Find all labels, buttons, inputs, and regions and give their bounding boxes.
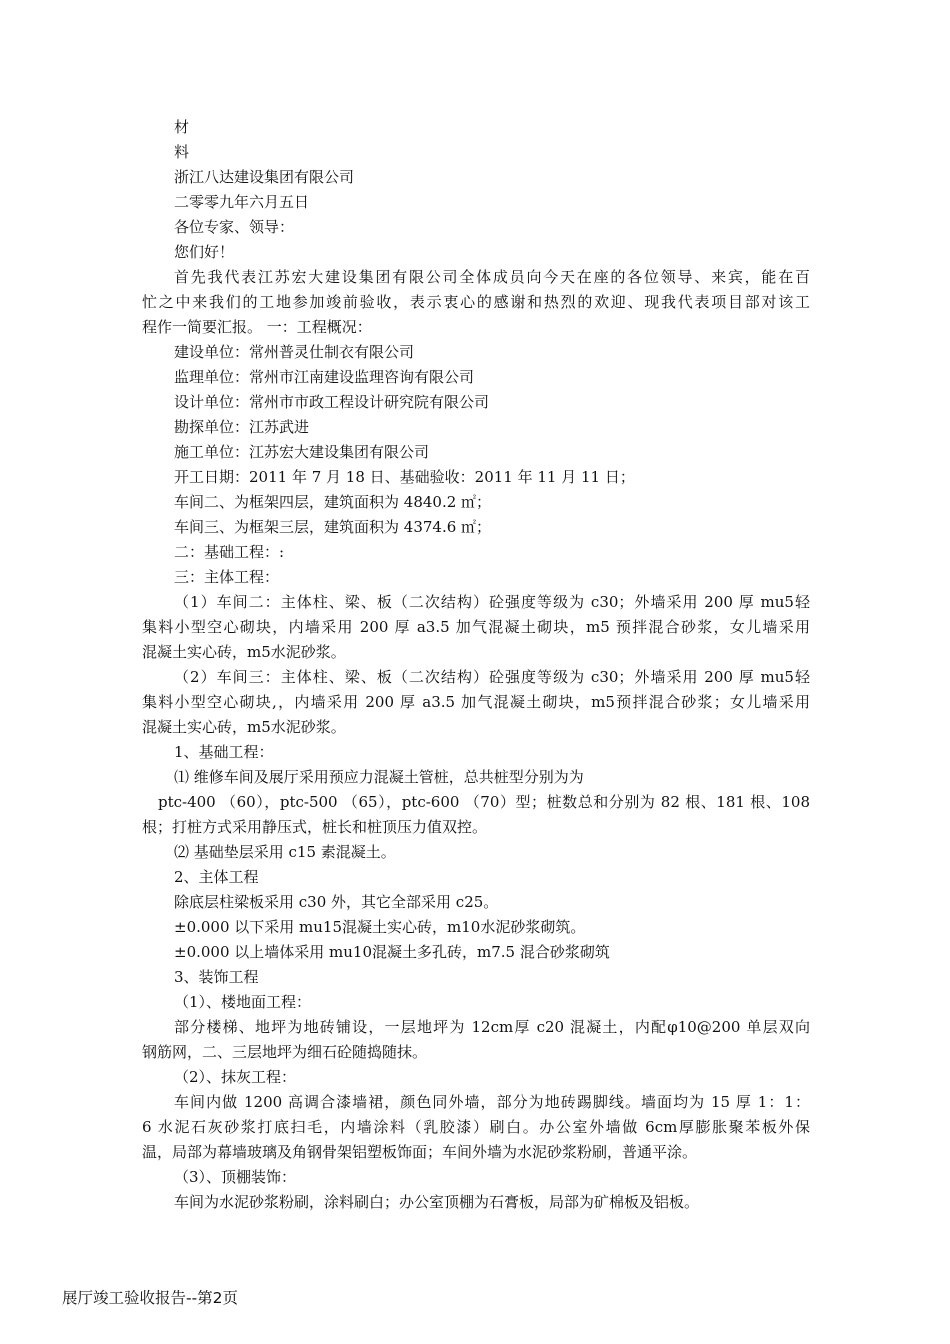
doc-line: ±0.000 以上墙体采用 mu10混凝土多孔砖，m7.5 混合砂浆砌筑 xyxy=(174,943,610,961)
doc-line: ±0.000 以下采用 mu15混凝土实心砖，m10水泥砂浆砌筑。 xyxy=(174,918,586,936)
doc-line: 2、主体工程 xyxy=(174,868,259,886)
doc-line: （2）车间三：主体柱、梁、板（二次结构）砼强度等级为 c30；外墙采用 200 厚 mu5轻 xyxy=(174,668,810,686)
page-footer: 展厅竣工验收报告--第2页 xyxy=(62,1289,239,1307)
doc-line: ⑴ 维修车间及展厅采用预应力混凝土管桩，总共桩型分别为为 xyxy=(174,768,584,786)
doc-line: ptc-400 （60），ptc-500 （65），ptc-600 （70）型；桩数总和分别为 82 根、181 根、108 xyxy=(158,793,810,811)
doc-line: 施工单位：江苏宏大建设集团有限公司 xyxy=(174,443,430,461)
doc-line: 车间二、为框架四层，建筑面积为 4840.2 ㎡； xyxy=(174,493,492,511)
doc-line: 钢筋网，二、三层地坪为细石砼随捣随抹。 xyxy=(142,1043,428,1061)
doc-line: （2）、抹灰工程： xyxy=(174,1068,297,1086)
doc-line: 1、基础工程： xyxy=(174,743,274,761)
doc-line: 除底层柱梁板采用 c30 外，其它全部采用 c25。 xyxy=(174,893,499,911)
doc-line: 二零零九年六月五日 xyxy=(174,193,310,211)
doc-line: 6 水泥石灰砂浆打底扫毛，内墙涂料（乳胶漆）刷白。办公室外墙做 6cm厚膨胀聚苯板外保 xyxy=(142,1118,810,1136)
doc-line: 您们好！ xyxy=(174,243,235,261)
doc-line: 二：基础工程：: xyxy=(174,543,285,561)
doc-line: 设计单位：常州市市政工程设计研究院有限公司 xyxy=(174,393,490,411)
doc-line: 车间三、为框架三层，建筑面积为 4374.6 ㎡； xyxy=(174,518,492,536)
doc-line: 车间为水泥砂浆粉刷，涂料刷白；办公室顶棚为石膏板，局部为矿棉板及铝板。 xyxy=(174,1193,700,1211)
doc-line: 程作一简要汇报。 一：工程概况： xyxy=(142,318,372,336)
doc-line: 3、装饰工程 xyxy=(174,968,259,986)
doc-line: ⑵ 基础垫层采用 c15 素混凝土。 xyxy=(174,843,396,861)
doc-line: 部分楼梯、地坪为地砖铺设，一层地坪为 12cm厚 c20 混凝土，内配φ10@200 单层双向 xyxy=(174,1018,810,1036)
doc-line: 各位专家、领导： xyxy=(174,218,295,236)
doc-line: 集料小型空心砌块,，内墙采用 200 厚 a3.5 加气混凝土砌块，m5预拌混合砂浆；女儿墙采用 xyxy=(142,693,810,711)
doc-line: 混凝土实心砖，m5水泥砂浆。 xyxy=(142,643,346,661)
doc-line: （1）、楼地面工程： xyxy=(174,993,312,1011)
doc-line: 浙江八达建设集团有限公司 xyxy=(174,168,355,186)
doc-line: 材 xyxy=(174,118,190,136)
doc-line: 三：主体工程： xyxy=(174,568,280,586)
doc-line: 监理单位：常州市江南建设监理咨询有限公司 xyxy=(174,368,475,386)
doc-line: 勘探单位：江苏武进 xyxy=(174,418,310,436)
doc-line: 根；打桩方式采用静压式，桩长和桩顶压力值双控。 xyxy=(142,818,488,836)
doc-line: 开工日期：2011 年 7 月 18 日、基础验收：2011 年 11 月 11 日； xyxy=(174,468,635,486)
doc-line: （3）、顶棚装饰： xyxy=(174,1168,297,1186)
doc-line: 首先我代表江苏宏大建设集团有限公司全体成员向今天在座的各位领导、来宾，能在百 xyxy=(174,268,810,286)
doc-line: 料 xyxy=(174,143,190,161)
doc-line: 混凝土实心砖，m5水泥砂浆。 xyxy=(142,718,346,736)
doc-line: （1）车间二：主体柱、梁、板（二次结构）砼强度等级为 c30；外墙采用 200 厚 mu5轻 xyxy=(174,593,810,611)
doc-line: 忙之中来我们的工地参加竣前验收，表示衷心的感谢和热烈的欢迎、现我代表项目部对该工 xyxy=(142,293,810,311)
doc-line: 车间内做 1200 高调合漆墙裙，颜色同外墙，部分为地砖踢脚线。墙面均为 15 厚 1：1： xyxy=(174,1093,810,1111)
doc-line: 集料小型空心砌块，内墙采用 200 厚 a3.5 加气混凝土砌块，m5 预拌混合砂浆，女儿墙采用 xyxy=(142,618,810,636)
doc-line: 温，局部为幕墙玻璃及角钢骨架铝塑板饰面；车间外墙为水泥砂浆粉刷，普通平涂。 xyxy=(142,1143,698,1161)
doc-line: 建设单位：常州普灵仕制衣有限公司 xyxy=(174,343,415,361)
